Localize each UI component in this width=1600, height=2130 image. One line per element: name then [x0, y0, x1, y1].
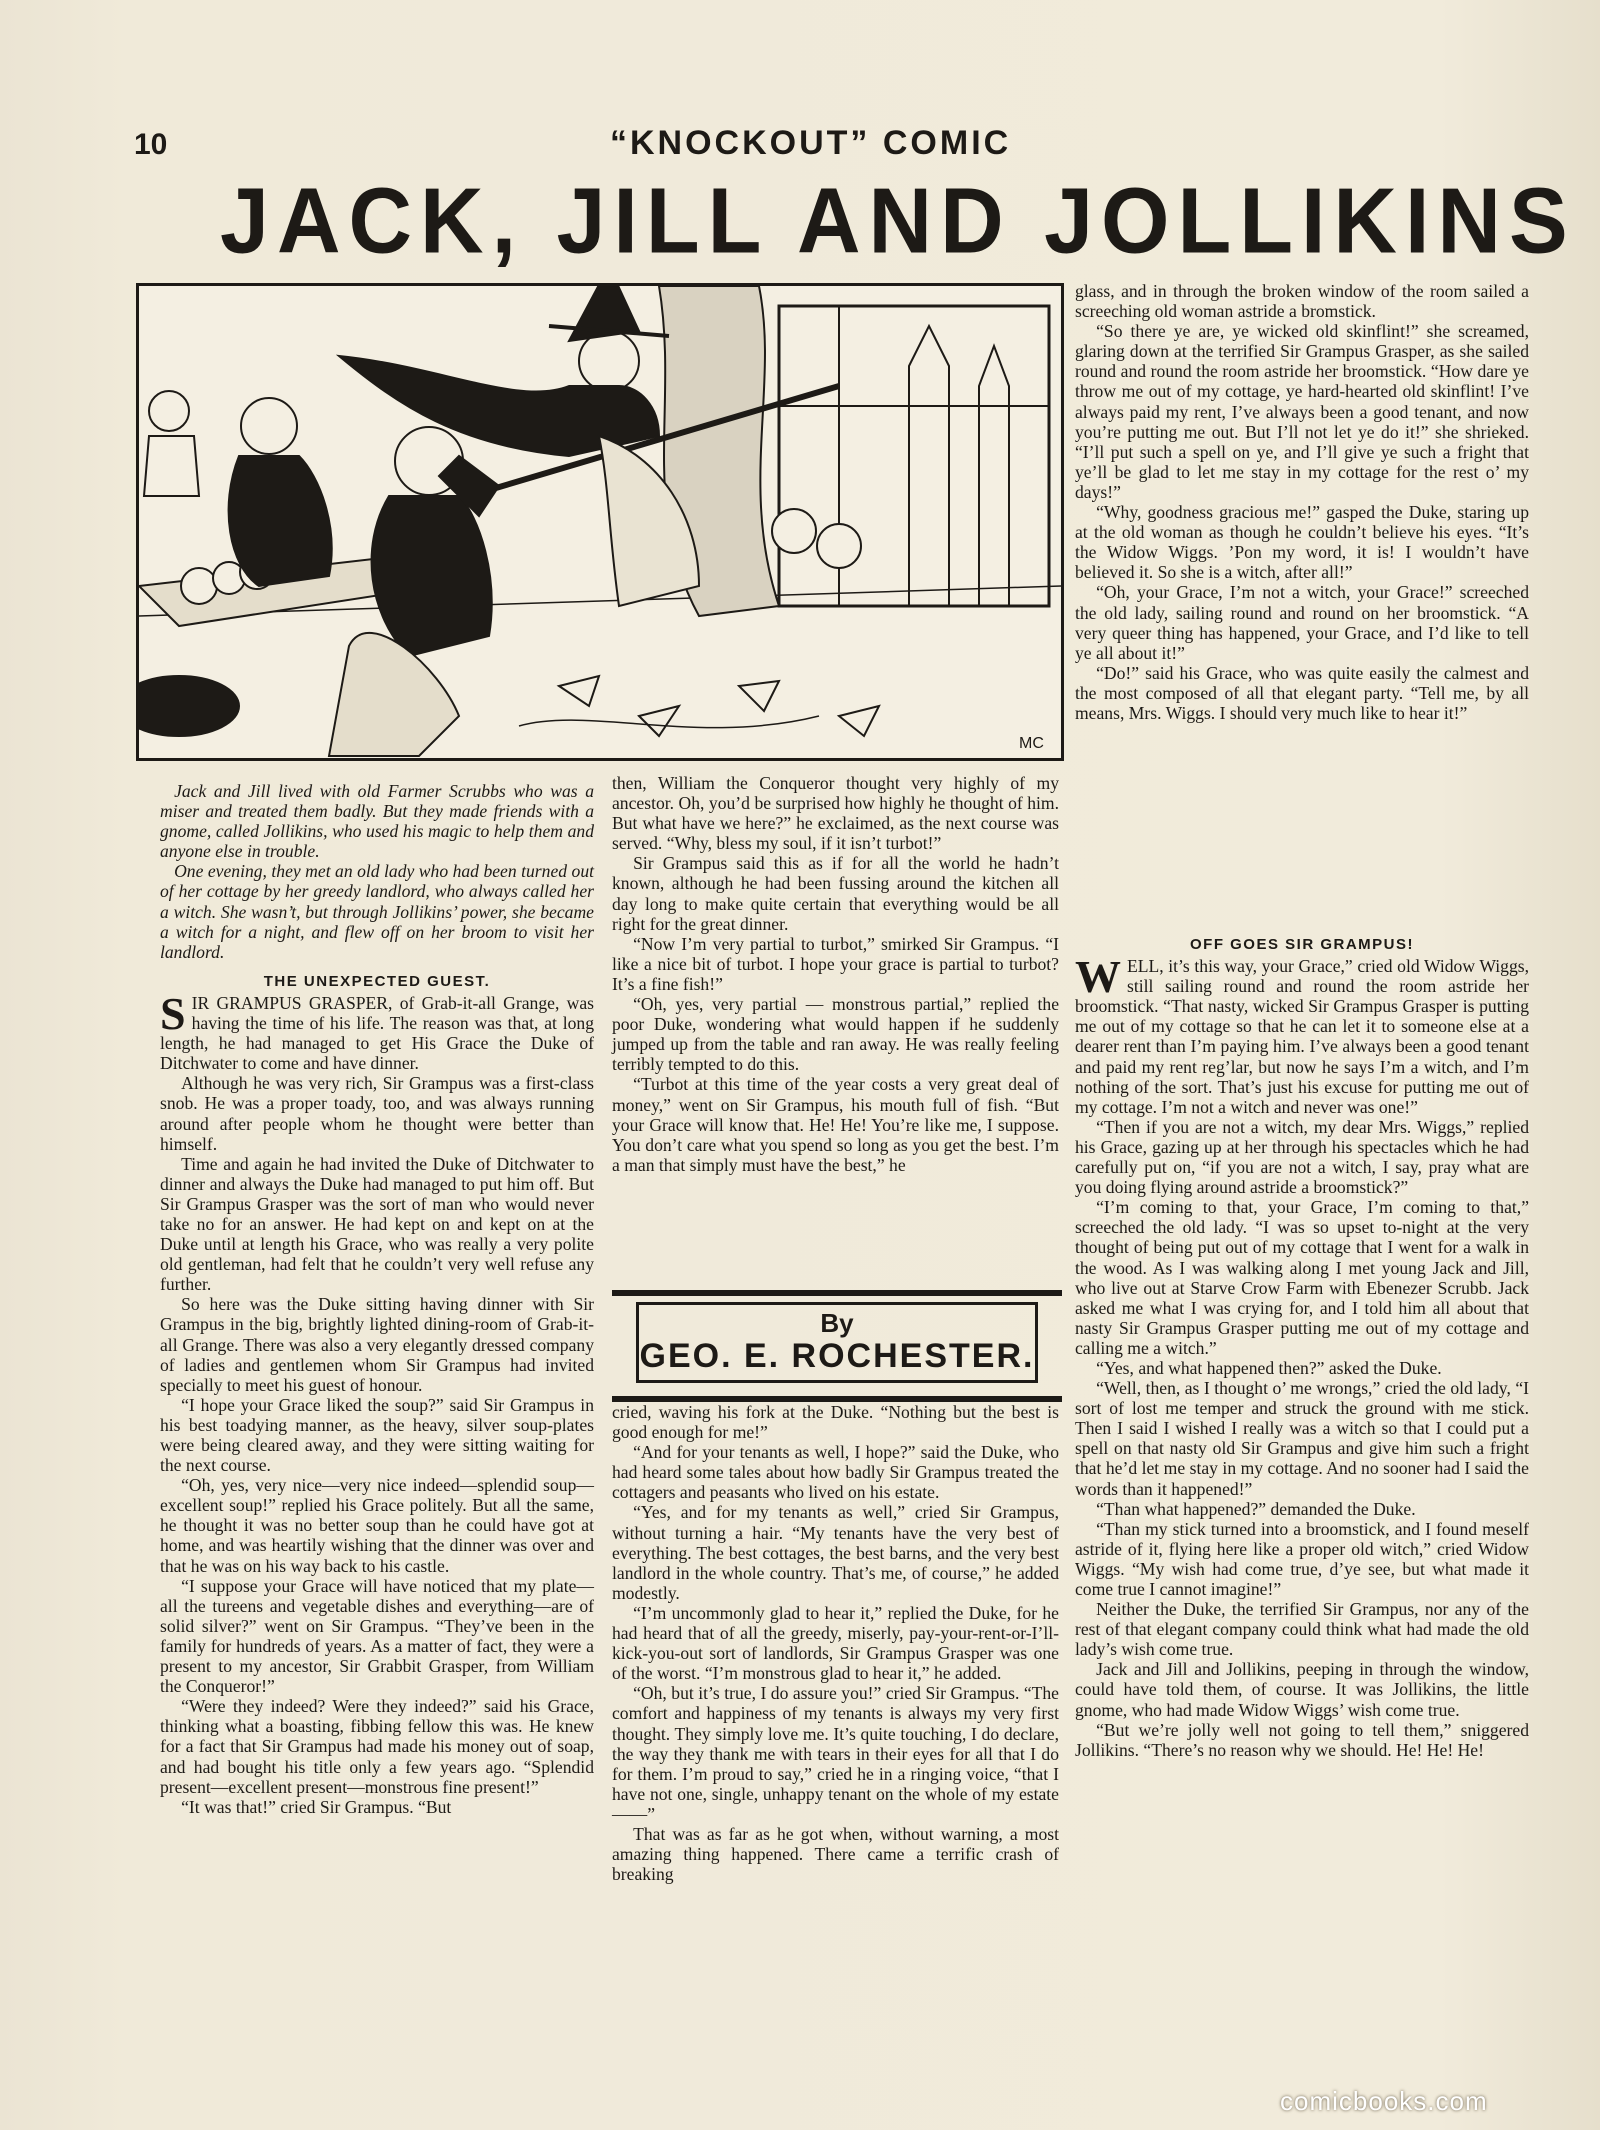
story-paragraph: cried, waving his fork at the Duke. “Nothing but the best is good enough for me!” [612, 1402, 1059, 1443]
drop-cap: S [160, 987, 186, 1039]
story-paragraph: Jack and Jill and Jollikins, peeping in through the window, could have told them, of course. It was Jollikins, the little gnome, who had made Widow Wiggs’ wish come true. [1075, 1659, 1529, 1720]
story-paragraph: “Well, then, as I thought o’ me wrongs,” cried the old lady, “I sort of lost me temper and struck the ground with me stick. Then I said I wished I really was a witch so that I could put a spell on that nasty old Sir Grampus and give him such a fright that he’d let me stay in my cottage. And no sooner had I said the words than it happened!” [1075, 1378, 1529, 1499]
story-paragraph: “Do!” said his Grace, who was quite easily the calmest and the most composed of all that elegant party. “Tell me, by all means, Mrs. Wiggs. I should very much like to hear it!” [1075, 662, 1529, 723]
story-paragraph: “I suppose your Grace will have noticed that my plate—all the tureens and vegetable dishes and everything—are of solid silver?” went on Sir Grampus. “They’ve been in the family for hundreds of years. As a matter of fact, they were a present to my ancestor, Sir Grabbit Grasper, from William the Conqueror!” [160, 1575, 594, 1697]
byline-box [612, 1290, 1062, 1402]
story-paragraph: “It was that!” cried Sir Grampus. “But [181, 1796, 452, 1817]
story-paragraph: “And for your tenants as well, I hope?” said the Duke, who had heard some tales about how badly Sir Grampus treated the cottagers and peasants who lived on his estate. [612, 1442, 1059, 1503]
author-name: GEO. E. ROCHESTER. [639, 1337, 1035, 1375]
story-paragraph: “Why, goodness gracious me!” gasped the Duke, staring up at the old woman as though he couldn’t believe his eyes. “It’s the Widow Wiggs. ’Pon my word, it is! I wouldn’t have believed it. So she is a witch, after all!” [1075, 502, 1529, 583]
story-paragraph: That was as far as he got when, without warning, a most amazing thing happened. There came a terrific crash of breaking [612, 1823, 1059, 1885]
story-paragraph: “I’m uncommonly glad to hear it,” replied the Duke, for he had heard that of all the greedy, miserly, pay-your-rent-or-I’ll-kick-you-out sort of landlords, Sir Grampus Grasper was one of the worst. “I’m monstrous glad to hear it,” he added. [612, 1602, 1059, 1684]
story-paragraph: “I’m coming to that, your Grace, I’m coming to that,” screeched the old lady. “I was so upset to-night at the very thought of being put out of my cottage that I went for a walk in the wood. As I was walking along I met young Jack and Jill, who live out at Starve Crow Farm with Ebenezer Scrubb. Jack asked me what I was crying for, and I told him all about that nasty Sir Grampus Grasper putting me out of my cottage and calling me a witch.” [1075, 1197, 1529, 1358]
story-paragraph: “Oh, but it’s true, I do assure you!” cried Sir Grampus. “The comfort and happiness of my tenants is always my very first thought. They simply love me. It’s quite touching, I do declare, the way they thank me with tears in their eyes for all that I do for them. I’m proud to say,” cried he in a ringing voice, “that I have not one, single, unhappy tenant on the whole of my estate——” [612, 1683, 1059, 1824]
story-paragraph: Sir Grampus said this as if for all the world he hadn’t known, although he had been fussing around the kitchen all day long to make quite certain that everything would be all right for the great dinner. [612, 853, 1059, 934]
byline-by: By [820, 1308, 854, 1338]
column-2-bottom [612, 1402, 1059, 1884]
intro-paragraph: Jack and Jill lived with old Farmer Scrubbs who was a miser and treated them badly. But they made friends with a gnome, called Jollikins, who used his magic to help them and anyone else in trouble. [160, 781, 594, 862]
story-paragraph: “Oh, yes, very nice—very nice indeed—splendid soup—excellent soup!” replied his Grace politely. But all the same, he thought it was no better soup than he could have got at home, and was heartily wishing that the dinner was over and that he was on his way back to his castle. [160, 1475, 594, 1576]
byline-frame [636, 1302, 1038, 1383]
site-watermark: comicbooks.com [1280, 2086, 1488, 2116]
section-heading: OFF GOES SIR GRAMPUS! [1189, 936, 1414, 953]
story-paragraph: “I hope your Grace liked the soup?” said Sir Grampus in his best toadying manner, as the heavy, silver soup-plates were being cleared away, and they were sitting waiting for the next course. [160, 1394, 594, 1476]
column-3-bottom [1075, 925, 1529, 1760]
story-paragraph: “Than what happened?” demanded the Duke. [1096, 1498, 1416, 1519]
column-3-top [1075, 281, 1529, 723]
story-illustration [136, 283, 1064, 761]
story-paragraph: “Oh, your Grace, I’m not a witch, your Grace!” screeched the old lady, sailing round and round on her broomstick. “A very queer thing has happened, your Grace, and I’d like to tell ye all about it!” [1075, 582, 1529, 663]
story-paragraph: WELL, it’s this way, your Grace,” cried old Widow Wiggs, still sailing round and round the room astride her broomstick. “That nasty, wicked Sir Grampus Grasper is putting me out of my cottage so that he can let it to someone else at a dearer rent than I’m paying him. I’ve always been a good tenant and paid my rent reg’lar, but now he says I’m a witch, and I’m nothing of the sort. That’s just his excuse for putting me out of my cottage. I’m not a witch and never was one!” [1075, 951, 1529, 1117]
story-paragraph: So here was the Duke sitting having dinner with Sir Grampus in the big, brightly lighted dining-room of Grab-it-all Grange. There was also a very elegantly dressed company of ladies and gentlemen whom Sir Grampus had invited specially to meet his guest of honour. [160, 1294, 594, 1395]
section-heading: THE UNEXPECTED GUEST. [263, 972, 491, 990]
story-paragraph: “But we’re jolly well not going to tell them,” sniggered Jollikins. “There’s no reason why we should. He! He! He! [1075, 1719, 1529, 1760]
story-paragraph: “Were they indeed? Were they indeed?” said his Grace, thinking what a boasting, fibbing fellow this was. He knew for a fact that Sir Grampus had made his money out of soap, and had bought his title only a few years ago. “Splendid present—excellent present—monstrous fine present!” [160, 1696, 594, 1797]
story-paragraph: glass, and in through the broken window of the room sailed a screeching old woman astride a bromstick. [1075, 281, 1529, 322]
story-paragraph: “Now I’m very partial to turbot,” smirked Sir Grampus. “I like a nice bit of turbot. I hope your grace is partial to turbot? It’s a fine fish!” [612, 933, 1059, 994]
story-paragraph: Neither the Duke, the terrified Sir Grampus, nor any of the rest of that elegant company could think what had made the old lady’s wish come true. [1075, 1599, 1529, 1660]
masthead: “KNOCKOUT” COMIC [610, 124, 1012, 162]
story-paragraph: “Than my stick turned into a broomstick, and I found meself astride of it, flying here like a proper old witch,” cried Widow Wiggs. “My wish had come true, d’ye see, but what made it come true I cannot imagine!” [1075, 1518, 1529, 1599]
story-paragraph: Time and again he had invited the Duke of Ditchwater to dinner and always the Duke had managed to put him off. But Sir Grampus Grasper was the sort of man who would never take no for an answer. He had kept on and kept on at the Duke until at length his Grace, who was really a very polite old gentleman, had felt that he couldn’t very well refuse any further. [160, 1153, 594, 1295]
story-paragraph: “So there ye are, ye wicked old skinflint!” she screamed, glaring down at the terrified Sir Grampus Grasper, as she sailed round and round the room astride her broomstick. “How dare ye throw me out of my cottage, ye hard-hearted old skinflint! I’ve always paid my rent, I’ve always been a good tenant, and now you’re putting me out. But I’ll not let ye do it!” she shrieked. “I’ll put such a spell on ye, and I’ll give ye such a fright that ye’ll be glad to let me stay in my cottage for the rest o’ my days!” [1075, 321, 1529, 502]
illustration-drawing [139, 286, 1061, 758]
intro-paragraph: One evening, they met an old lady who had been turned out of her cottage by her greedy landlord, who always called her a witch. She wasn’t, but through Jollikins’ power, she became a witch for a night, and flew off on her broom to visit her landlord. [160, 861, 594, 962]
story-paragraph: “Oh, yes, very partial — monstrous partial,” replied the poor Duke, wondering what would happen if he suddenly jumped up from the table and ran away. He was really feeling terribly tempted to do this. [612, 994, 1059, 1075]
story-paragraph: “Yes, and what happened then?” asked the Duke. [1096, 1357, 1442, 1378]
story-headline: JACK, JILL AND JOLLIKINS [220, 168, 1576, 273]
story-paragraph: “Turbot at this time of the year costs a very great deal of money,” went on Sir Grampus, his mouth full of fish. “But your Grace will know that. He! He! You’re like me, I suppose. You don’t care what you spend so long as you get the best. I’m a man that simply must have the best,” he [612, 1074, 1059, 1175]
story-paragraph: then, William the Conqueror thought very highly of my ancestor. Oh, you’d be surprised how highly he thought of him. But what have we here?” he exclaimed, as the next course was served. “Why, bless my soul, if it isn’t turbot!” [612, 773, 1059, 854]
drop-cap: W [1075, 951, 1121, 1003]
story-intro [160, 781, 594, 962]
page-number: 10 [134, 128, 168, 161]
column-2-top [612, 773, 1059, 1175]
story-paragraph: “Then if you are not a witch, my dear Mrs. Wiggs,” replied his Grace, gazing up at her through his spectacles which he had carefully put on, “if you are not a witch, I say, pray what are you doing flying around astride a broomstick?” [1075, 1116, 1529, 1198]
story-paragraph: “Yes, and for my tenants as well,” cried Sir Grampus, without turning a hair. “My tenants have the very best of everything. The best cottages, the best barns, and the very best landlord in the whole country. That’s me, of course,” he added modestly. [612, 1502, 1059, 1603]
story-paragraph: Although he was very rich, Sir Grampus was a first-class snob. He was a proper toady, too, and was always running around after people whom he thought were better than himself. [160, 1073, 594, 1154]
artist-signature: MC [1019, 735, 1044, 752]
story-paragraph: SIR GRAMPUS GRASPER, of Grab-it-all Grange, was having the time of his life. The reason was that, at long length, he had managed to get His Grace the Duke of Ditchwater to come and have dinner. [160, 987, 594, 1074]
column-1 [160, 781, 594, 1817]
